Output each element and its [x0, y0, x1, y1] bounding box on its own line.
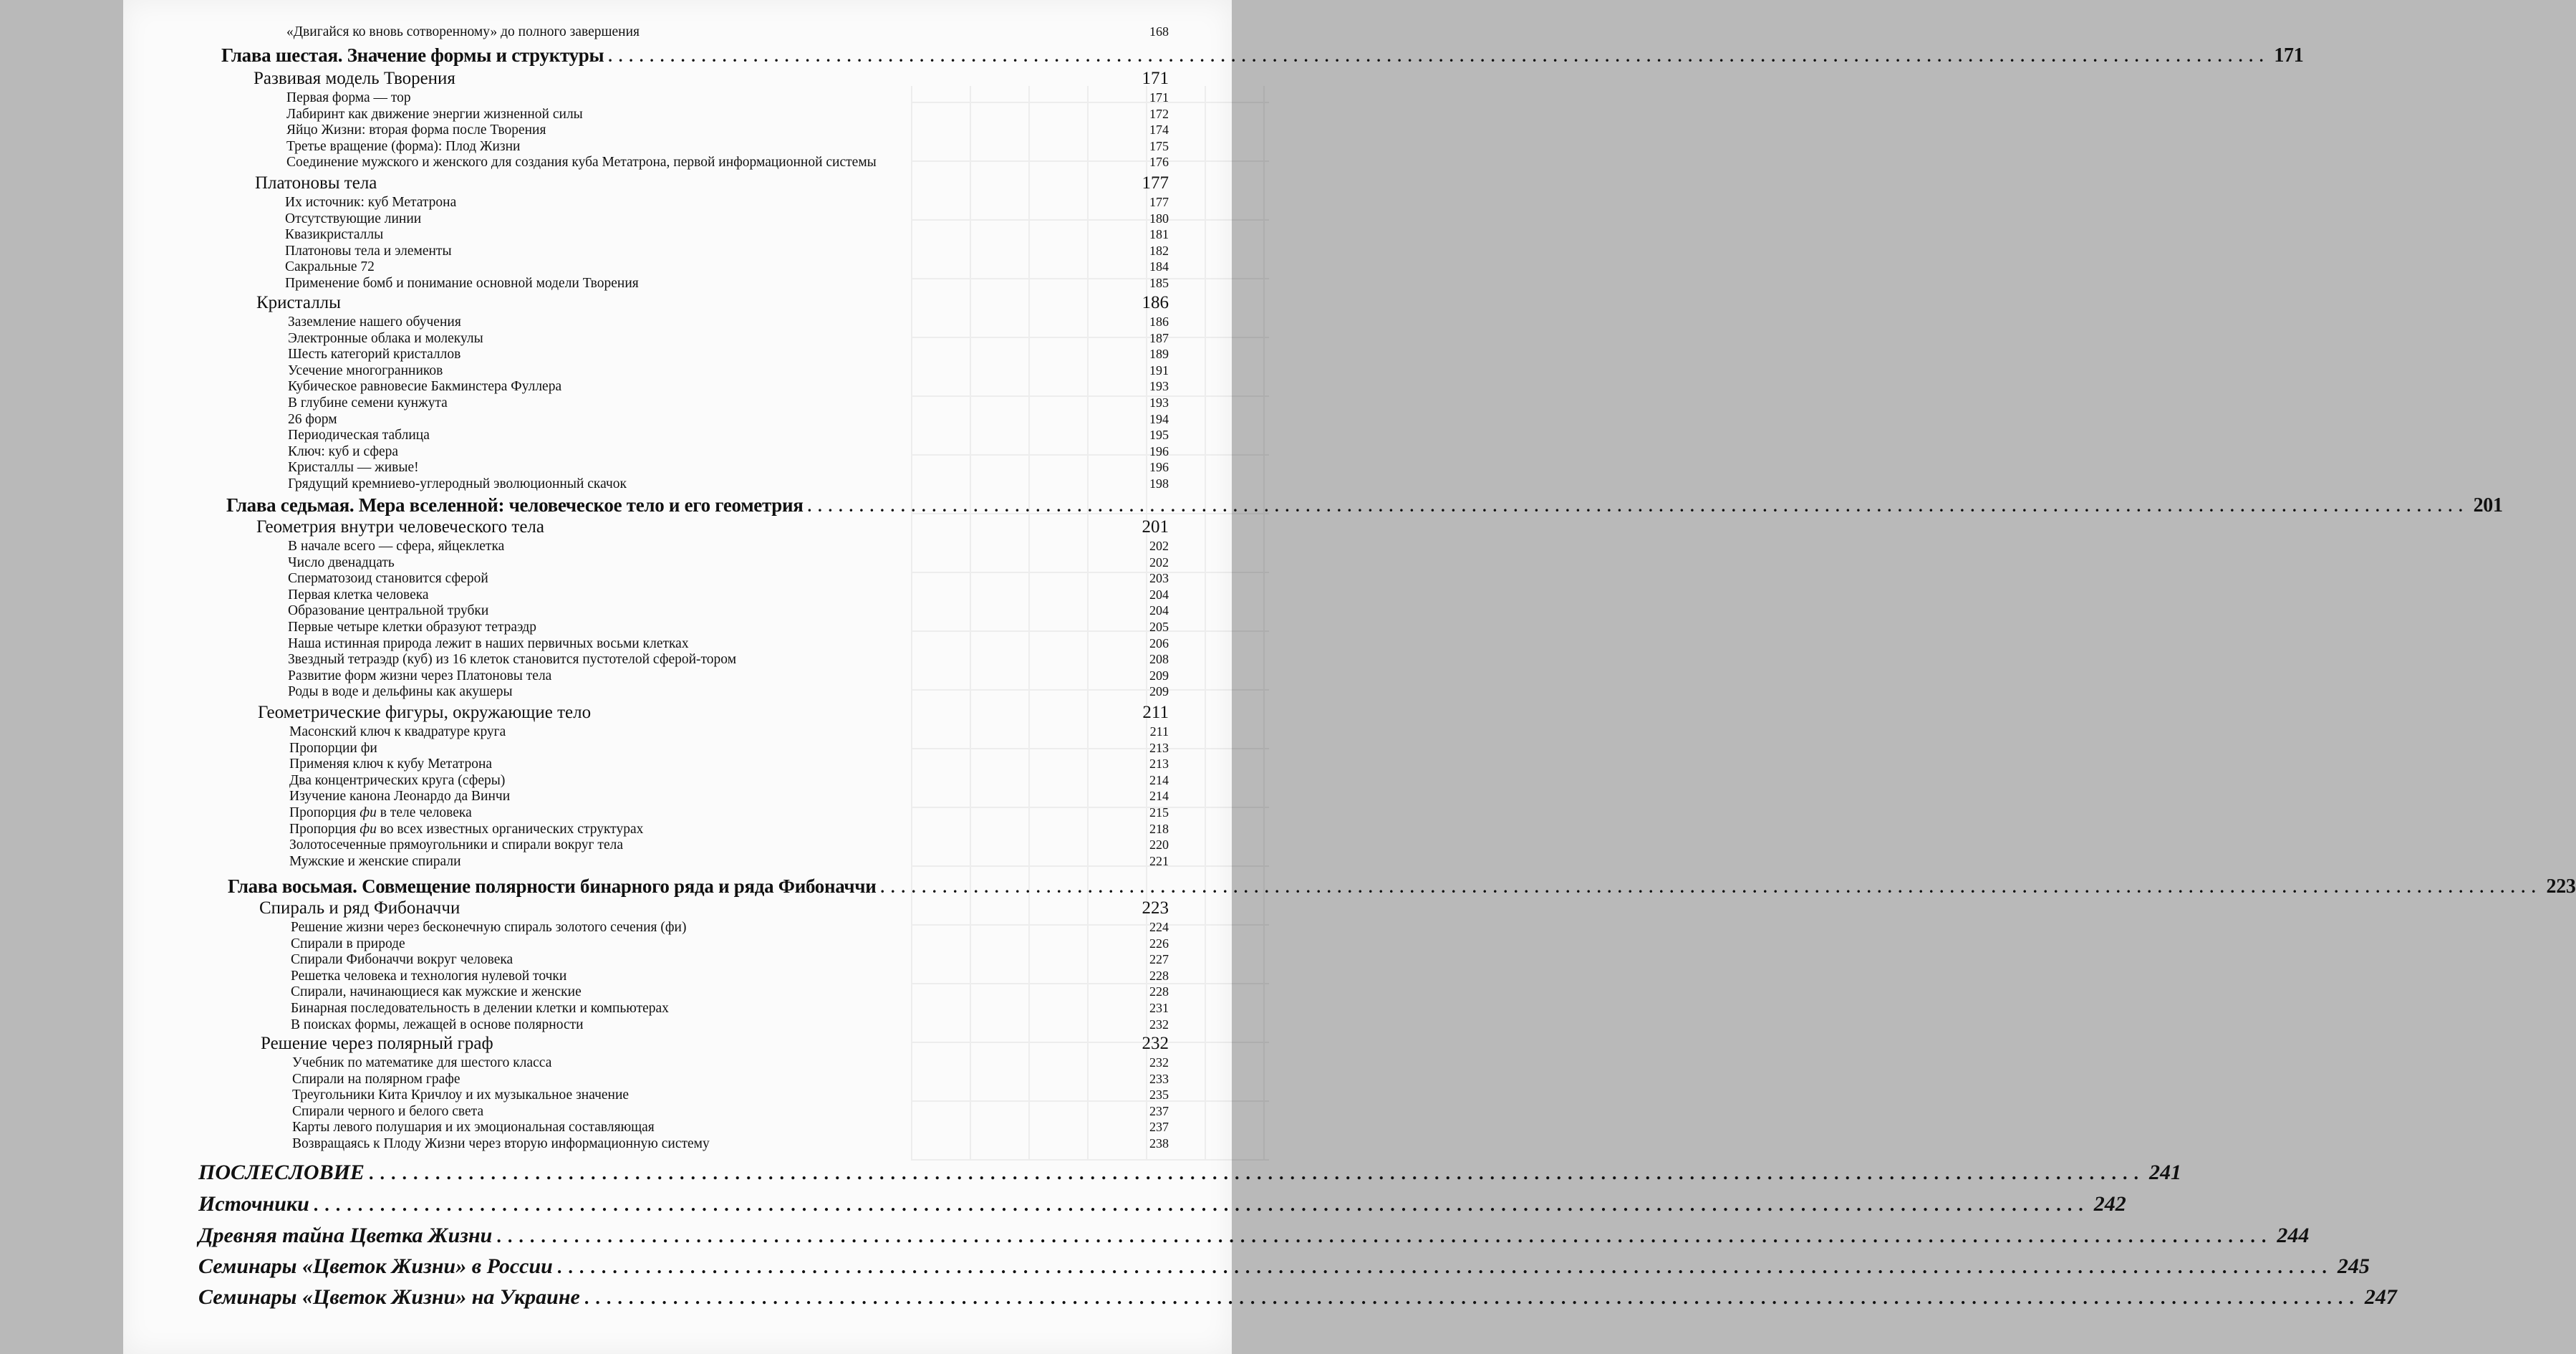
toc-entry-title: Спирали на полярном графе [292, 1071, 460, 1087]
toc-entry[interactable] [286, 123, 1169, 138]
toc-entry[interactable] [289, 724, 1169, 740]
toc-entry[interactable] [288, 379, 1169, 395]
dot-leader: ................................................................................................................................................................ [608, 47, 2270, 65]
toc-entry-title: Карты левого полушария и их эмоциональная составляющая [292, 1120, 655, 1135]
toc-chapter-6-page: 171 [2274, 44, 2304, 67]
toc-entry-title: Спирали, начинающиеся как мужские и женские [291, 984, 582, 1000]
toc-entry-title: Спирали черного и белого света [292, 1103, 484, 1119]
toc-entry[interactable] [288, 603, 1169, 619]
toc-entry-title: Образование центральной трубки [288, 603, 489, 619]
toc-entry-page: 203 [1149, 571, 1169, 586]
toc-chapter-7-page: 201 [2473, 494, 2503, 517]
title-part: Пропорция [289, 805, 360, 820]
toc-entry[interactable] [288, 395, 1169, 411]
toc-section-title: Геометрия внутри человеческого тела [256, 517, 545, 537]
title-part: во всех известных органических структурах [376, 821, 644, 837]
toc-entry-page: 187 [1149, 330, 1169, 345]
toc-entry[interactable] [289, 805, 1169, 821]
toc-entry[interactable] [291, 920, 1169, 936]
toc-entry-intro[interactable] [286, 24, 1169, 40]
toc-entry[interactable] [292, 1072, 1169, 1087]
dot-leader: ................................................................................................................................................................ [368, 1163, 2145, 1183]
toc-section-title: Решение через полярный граф [261, 1034, 493, 1053]
toc-entry-title: Сперматозоид становится сферой [288, 571, 488, 587]
toc-entry-page: 224 [1149, 920, 1169, 934]
toc-entry-page: 193 [1149, 379, 1169, 394]
toc-entry-title: Платоновы тела и элементы [285, 243, 452, 259]
toc-entry[interactable] [286, 155, 1169, 171]
toc-entry-page: 205 [1149, 620, 1169, 634]
toc-entry-page: 202 [1149, 539, 1169, 553]
toc-entry-title: Ключ: куб и сфера [288, 443, 399, 459]
toc-entry-page: 180 [1149, 211, 1169, 226]
toc-section-page: 211 [1142, 703, 1169, 722]
toc-entry[interactable] [288, 444, 1169, 460]
toc-section-page: 177 [1142, 173, 1169, 193]
toc-entry-page: 226 [1149, 936, 1169, 951]
toc-entry-title: Число двенадцать [288, 554, 395, 570]
toc-chapter-7[interactable] [226, 494, 2503, 517]
toc-entry-title: Два концентрических круга (сферы) [289, 772, 506, 788]
toc-chapter-6-title: Глава шестая. Значение формы и структуры [221, 44, 604, 66]
toc-chapter-8[interactable] [228, 875, 2576, 898]
toc-entry-page: 228 [1149, 984, 1169, 999]
title-italic-part: фи [360, 805, 377, 820]
toc-entry[interactable] [288, 684, 1169, 700]
toc-entry-page: 227 [1149, 952, 1169, 967]
toc-backmatter-3[interactable] [198, 1254, 2370, 1279]
toc-section-page: 223 [1142, 898, 1169, 918]
toc-entry-page: 221 [1149, 853, 1169, 868]
toc-entry-page: 185 [1149, 275, 1169, 290]
toc-entry-page: 202 [1149, 554, 1169, 570]
toc-entry[interactable] [285, 195, 1169, 211]
toc-entry[interactable] [288, 652, 1169, 668]
toc-entry[interactable] [292, 1087, 1169, 1103]
toc-backmatter-2[interactable] [198, 1224, 2310, 1248]
toc-chapter-7-title: Глава седьмая. Мера вселенной: человеческое тело и его геометрия [226, 494, 804, 516]
toc-entry-page: 171 [1149, 90, 1169, 105]
toc-entry-page: 175 [1149, 138, 1169, 153]
toc-entry-page: 232 [1149, 1017, 1169, 1032]
toc-backmatter-3-page: 245 [2337, 1254, 2370, 1278]
toc-entry-page: 204 [1149, 603, 1169, 618]
toc-entry[interactable] [288, 476, 1169, 492]
toc-section-title: Кристаллы [256, 293, 341, 312]
toc-entry-page: 232 [1149, 1055, 1169, 1070]
toc-entry[interactable] [288, 331, 1169, 347]
toc-entry-title: Третье вращение (форма): Плод Жизни [286, 138, 521, 154]
toc-entry[interactable] [288, 363, 1169, 379]
toc-entry-title: Шесть категорий кристаллов [288, 347, 461, 362]
toc-section-page: 171 [1142, 69, 1169, 88]
toc-entry-page: 198 [1149, 476, 1169, 491]
toc-entry-title: Первая клетка человека [288, 587, 429, 602]
toc-entry-page: 206 [1149, 635, 1169, 650]
toc-entry-title: Возвращаясь к Плоду Жизни через вторую информационную систему [292, 1136, 710, 1151]
toc-entry-title: В начале всего — сфера, яйцеклетка [288, 539, 505, 554]
toc-entry-title: Бинарная последовательность в делении клетки и компьютерах [291, 1001, 669, 1016]
toc-entry-title: Спирали Фибоначчи вокруг человека [291, 952, 513, 968]
toc-entry-page: 181 [1149, 227, 1169, 241]
toc-entry-page: 211 [1149, 724, 1169, 739]
toc-entry[interactable] [289, 773, 1169, 789]
title-part: Пропорция [289, 821, 360, 837]
toc-entry[interactable] [291, 1017, 1169, 1033]
toc-section[interactable] [255, 173, 1169, 193]
toc-entry[interactable] [288, 347, 1169, 362]
toc-entry[interactable] [291, 936, 1169, 952]
toc-backmatter-2-page: 244 [2277, 1224, 2310, 1247]
dot-leader: ................................................................................................................................................................ [313, 1194, 2090, 1215]
toc-entry[interactable] [292, 1104, 1169, 1120]
dot-leader: ................................................................................................................................................................ [880, 878, 2542, 896]
toc-entry-page: 193 [1149, 395, 1169, 410]
toc-chapter-6[interactable] [221, 44, 2304, 67]
toc-entry-title [289, 805, 472, 821]
toc-entry-title: Первые четыре клетки образуют тетраэдр [288, 620, 537, 635]
toc-entry[interactable] [286, 139, 1169, 155]
toc-backmatter-0-page: 241 [2148, 1161, 2181, 1184]
toc-backmatter-4-page: 247 [2364, 1285, 2397, 1309]
toc-entry[interactable] [291, 984, 1169, 1000]
toc-entry-page: 182 [1149, 243, 1169, 258]
toc-entry[interactable] [289, 789, 1169, 805]
toc-entry-title: Учебник по математике для шестого класса [292, 1055, 552, 1070]
toc-entry-page: 233 [1149, 1071, 1169, 1086]
toc-backmatter-4-title: Семинары «Цветок Жизни» на Украине [198, 1285, 580, 1309]
title-part: в теле человека [376, 805, 472, 820]
toc-entry[interactable] [289, 854, 1169, 870]
toc-entry[interactable] [285, 259, 1169, 275]
dot-leader: ................................................................................................................................................................ [556, 1257, 2333, 1277]
toc-entry[interactable] [289, 837, 1169, 853]
toc-chapter-8-page: 223 [2546, 875, 2576, 898]
toc-entry-title: Золотосеченные прямоугольники и спирали вокруг тела [289, 837, 623, 853]
toc-entry-page: 208 [1149, 652, 1169, 667]
toc-entry[interactable] [288, 315, 1169, 330]
toc-entry[interactable] [289, 757, 1169, 772]
toc-entry[interactable] [288, 636, 1169, 652]
toc-entry[interactable] [285, 227, 1169, 243]
toc-entry-title: Кристаллы — живые! [288, 460, 419, 476]
toc-section-page: 201 [1142, 517, 1169, 537]
toc-entry-title: Яйцо Жизни: вторая форма после Творения [286, 123, 546, 138]
toc-entry-title: Применение бомб и понимание основной модели Творения [285, 275, 639, 291]
toc-section-title: Спираль и ряд Фибоначчи [259, 898, 460, 918]
toc-entry-intro-title: «Двигайся ко вновь сотворенному» до полного завершения [286, 24, 640, 39]
toc-entry-title: Пропорции фи [289, 740, 377, 756]
toc-entry-page: 214 [1149, 789, 1169, 804]
toc-entry-page: 218 [1149, 821, 1169, 836]
toc-entry-title: 26 форм [288, 411, 337, 427]
toc-entry-title: В поисках формы, лежащей в основе полярности [291, 1017, 584, 1032]
toc-backmatter-4[interactable] [198, 1285, 2397, 1310]
toc-entry-title: Треугольники Кита Кричлоу и их музыкальное значение [292, 1087, 629, 1103]
toc-entry-title: Изучение канона Леонардо да Винчи [289, 789, 511, 805]
toc-entry-page: 228 [1149, 968, 1169, 983]
toc-entry[interactable] [285, 276, 1169, 292]
toc-section-title: Развивая модель Творения [254, 69, 455, 88]
toc-entry-page: 209 [1149, 668, 1169, 683]
toc-entry-title: Звездный тетраэдр (куб) из 16 клеток становится пустотелой сферой-тором [288, 652, 737, 668]
toc-entry[interactable] [289, 822, 1169, 837]
toc-section-title: Платоновы тела [255, 173, 377, 193]
toc-entry[interactable] [291, 952, 1169, 968]
toc-entry-intro-page: 168 [1149, 24, 1169, 39]
toc-entry-title: Лабиринт как движение энергии жизненной силы [286, 106, 583, 122]
toc-entry-title: Их источник: куб Метатрона [285, 195, 457, 210]
toc-chapter-8-title: Глава восьмая. Совмещение полярности бинарного ряда и ряда Фибоначчи [228, 875, 877, 897]
toc-entry[interactable] [288, 460, 1169, 476]
toc-entry[interactable] [288, 668, 1169, 684]
toc-entry[interactable] [292, 1120, 1169, 1135]
toc-entry-page: 189 [1149, 347, 1169, 362]
toc-entry[interactable] [285, 211, 1169, 227]
title-italic-part: фи [360, 821, 377, 837]
toc-section[interactable] [259, 898, 1169, 918]
toc-entry[interactable] [288, 587, 1169, 603]
toc-entry-title: Отсутствующие линии [285, 211, 422, 226]
toc-backmatter-1-page: 242 [2093, 1192, 2126, 1216]
toc-entry[interactable] [288, 539, 1169, 554]
toc-backmatter-2-title: Древняя тайна Цветка Жизни [198, 1224, 493, 1247]
toc-entry-title: Развитие форм жизни через Платоновы тела [288, 668, 552, 683]
toc-section[interactable] [258, 703, 1169, 723]
toc-entry-page: 231 [1149, 1001, 1169, 1015]
toc-entry-title: Масонский ключ к квадратуре круга [289, 724, 506, 739]
dot-leader: ................................................................................................................................................................ [807, 497, 2469, 515]
toc-entry[interactable] [288, 428, 1169, 443]
toc-entry-page: 195 [1149, 428, 1169, 443]
toc-entry-page: 215 [1149, 805, 1169, 820]
toc-section[interactable] [261, 1034, 1169, 1054]
toc-entry[interactable] [291, 969, 1169, 984]
toc-entry-page: 235 [1149, 1087, 1169, 1103]
dot-leader: ................................................................................................................................................................ [584, 1287, 2360, 1308]
toc-entry-page: 204 [1149, 587, 1169, 602]
toc-entry-title: Заземление нашего обучения [288, 315, 461, 330]
toc-entry-title: В глубине семени кунжута [288, 395, 448, 410]
toc-entry[interactable] [291, 1001, 1169, 1017]
toc-entry-page: 174 [1149, 123, 1169, 138]
toc-entry-page: 177 [1149, 195, 1169, 209]
toc-backmatter-1[interactable] [198, 1192, 2126, 1216]
toc-entry-title: Решение жизни через бесконечную спираль золотого сечения (фи) [291, 920, 687, 935]
toc-entry[interactable] [285, 244, 1169, 259]
toc-entry-title: Роды в воде и дельфины как акушеры [288, 684, 513, 700]
toc-entry-page: 209 [1149, 684, 1169, 699]
toc-entry[interactable] [289, 741, 1169, 757]
toc-backmatter-0[interactable] [198, 1161, 2181, 1185]
toc-entry-page: 196 [1149, 443, 1169, 458]
toc-entry-title: Усечение многогранников [288, 362, 443, 378]
toc-entry-page: 194 [1149, 411, 1169, 426]
toc-entry[interactable] [288, 620, 1169, 635]
toc-entry-page: 238 [1149, 1136, 1169, 1151]
toc-entry-title: Соединение мужского и женского для создания куба Метатрона, первой информационной системы [286, 155, 877, 171]
toc-entry-title: Мужские и женские спирали [289, 853, 461, 869]
toc-entry[interactable] [292, 1055, 1169, 1071]
toc-section[interactable] [256, 293, 1169, 313]
toc-section-title: Геометрические фигуры, окружающие тело [258, 703, 592, 722]
toc-entry-title [289, 822, 643, 837]
toc-entry-page: 176 [1149, 155, 1169, 170]
toc-entry[interactable] [286, 90, 1169, 106]
toc-backmatter-1-title: Источники [198, 1192, 309, 1216]
toc-entry-title: Применяя ключ к кубу Метатрона [289, 757, 493, 772]
toc-entry-title: Спирали в природе [291, 936, 405, 951]
toc-entry-title: Сакральные 72 [285, 259, 375, 274]
dot-leader: ................................................................................................................................................................ [496, 1226, 2273, 1247]
toc-entry-title: Грядущий кремниево-углеродный эволюционный скачок [288, 476, 627, 491]
toc-entry-title: Решетка человека и технология нулевой точки [291, 968, 567, 984]
toc-entry[interactable] [286, 107, 1169, 123]
toc-entry[interactable] [288, 555, 1169, 571]
toc-entry-page: 237 [1149, 1103, 1169, 1118]
toc-section-page: 232 [1142, 1034, 1169, 1053]
toc-entry-title: Первая форма — тор [286, 90, 411, 105]
toc-entry-page: 220 [1149, 837, 1169, 853]
toc-section[interactable] [254, 69, 1169, 89]
toc-backmatter-0-title: ПОСЛЕСЛОВИЕ [198, 1161, 365, 1184]
toc-section-page: 186 [1142, 293, 1169, 312]
toc-entry[interactable] [288, 571, 1169, 587]
toc-entry-page: 191 [1149, 362, 1169, 378]
toc-entry-page: 196 [1149, 460, 1169, 475]
toc-section[interactable] [256, 517, 1169, 537]
toc-entry-page: 213 [1149, 757, 1169, 772]
toc-entry-page: 213 [1149, 740, 1169, 755]
toc-entry-title: Кубическое равновесие Бакминстера Фуллера [288, 379, 562, 395]
toc-entry-page: 186 [1149, 315, 1169, 329]
toc-entry-page: 184 [1149, 259, 1169, 274]
toc-entry-title: Периодическая таблица [288, 428, 430, 443]
toc-backmatter-3-title: Семинары «Цветок Жизни» в России [198, 1254, 553, 1278]
toc-entry-page: 172 [1149, 106, 1169, 121]
toc-entry[interactable] [292, 1136, 1169, 1152]
toc-entry-page: 237 [1149, 1120, 1169, 1135]
toc-entry[interactable] [288, 412, 1169, 428]
toc-entry-title: Квазикристаллы [285, 227, 384, 242]
toc-entry-title: Электронные облака и молекулы [288, 330, 483, 346]
toc-entry-title: Наша истинная природа лежит в наших первичных восьми клетках [288, 635, 689, 651]
toc-entry-page: 214 [1149, 772, 1169, 787]
